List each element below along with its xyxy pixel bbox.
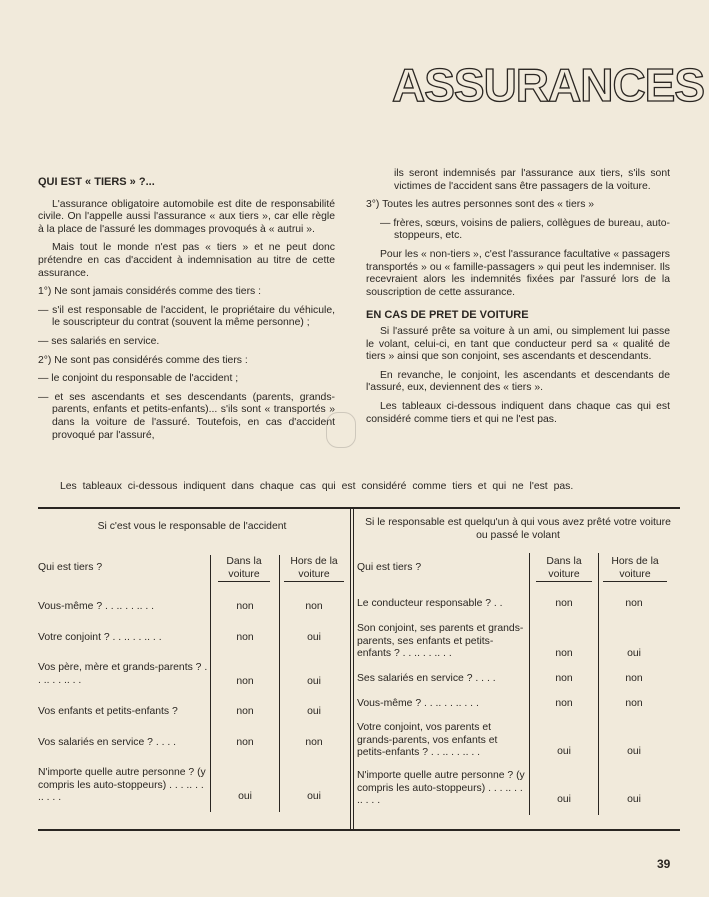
header-rule	[536, 581, 592, 582]
paragraph: L'assurance obligatoire automobile est dite de responsabilité civile. On l'appelle aussi l'assurance « aux tiers », car elle règle à la place de l'assuré les dommages provoqués à « autrui ».	[38, 198, 335, 235]
table-row-label: Vos salariés en service ? . . . .	[38, 737, 177, 748]
table-bottom-rule	[38, 829, 680, 831]
dash-item: — ses salariés en service.	[38, 335, 160, 347]
paragraph: Mais tout le monde n'est pas « tiers » et ne peut donc prétendre en cas d'accident à indemnisation au titre de cette assurance.	[38, 242, 335, 279]
numbered-item: 1°) Ne sont jamais considérés comme des tiers :	[38, 286, 262, 298]
table-row-label: Le conducteur responsable ? . .	[357, 598, 503, 609]
table-row-label: Vous-même ? . . .. . . .. . . .	[357, 698, 479, 709]
left-column	[38, 176, 335, 448]
column-header: Dans la voiture	[546, 556, 582, 580]
table-cell: oui	[307, 632, 321, 643]
section-heading-pret: EN CAS DE PRET DE VOITURE	[366, 309, 529, 322]
table-cell: oui	[307, 706, 321, 717]
dash-item: — le conjoint du responsable de l'accident ;	[38, 373, 239, 385]
table-row-label: N'importe quelle autre personne ? (y compris les auto-stoppeurs) . . . .. . . .. . . .	[38, 767, 206, 804]
table-caption: Si le responsable est quelqu'un à qui vous avez prêté votre voiture ou passé le volant	[365, 517, 671, 541]
table-cell: oui	[307, 791, 321, 802]
dash-item: — s'il est responsable de l'accident, le propriétaire du véhicule, le souscripteur du contrat (souvent la même personne) ;	[38, 304, 335, 329]
table-cell: non	[555, 698, 573, 709]
table-cell: non	[236, 706, 254, 717]
column-header: Hors de la voiture	[611, 556, 659, 580]
paragraph: Les tableaux ci-dessous indiquent dans chaque cas qui est considéré comme tiers et qui ne l'est pas.	[366, 400, 670, 425]
numbered-item: 2°) Ne sont pas considérés comme des tiers :	[38, 354, 248, 366]
table-cell: non	[236, 737, 254, 748]
table-cell: non	[555, 648, 573, 659]
table-cell: non	[236, 632, 254, 643]
column-header: Hors de la voiture	[290, 556, 338, 580]
table-top-rule	[38, 507, 680, 509]
table-cell: oui	[627, 648, 641, 659]
table-cell: non	[236, 676, 254, 687]
table-caption: Si c'est vous le responsable de l'accident	[97, 521, 287, 532]
table-cell: oui	[627, 746, 641, 757]
table-row-label: Vos enfants et petits-enfants ?	[38, 706, 178, 717]
intro-sentence: Les tableaux ci-dessous indiquent dans chaque cas qui est considéré comme tiers et qui ne l'est pas.	[60, 481, 574, 492]
table-divider	[350, 507, 351, 830]
table-cell: oui	[238, 791, 252, 802]
table-row-label: N'importe quelle autre personne ? (y compris les auto-stoppeurs) . . . .. . . .. . . .	[357, 770, 525, 807]
table-row-label: Vous-même ? . . .. . . .. . .	[38, 601, 155, 612]
column-rule	[598, 553, 599, 815]
column-header: Dans la voiture	[226, 556, 262, 580]
paragraph: Si l'assuré prête sa voiture à un ami, ou simplement lui passe le volant, celui-ci, en tant que conducteur perd sa « qualité de tiers » ainsi que son conjoint, ses ascendants et descendants.	[366, 325, 670, 363]
table-cell: non	[625, 598, 643, 609]
table-row-label: Son conjoint, ses parents et grands-parents, ses enfants et petits-enfants ? . . .. . . .. . .	[357, 623, 524, 660]
table-cell: oui	[627, 794, 641, 805]
table-cell: non	[625, 673, 643, 684]
numbered-item: 3°) Toutes les autres personnes sont des « tiers »	[366, 199, 595, 211]
table-row-label: Ses salariés en service ? . . . .	[357, 673, 496, 684]
table-cell: oui	[307, 676, 321, 687]
table-cell: non	[305, 601, 323, 612]
dash-item: — frères, sœurs, voisins de paliers, collègues de bureau, auto-stoppeurs, etc.	[380, 217, 670, 242]
table-row-label: Votre conjoint ? . . .. . . .. . .	[38, 632, 162, 643]
table-row-label: Vos père, mère et grands-parents ? . . .. . . .. . .	[38, 662, 208, 686]
paragraph: En revanche, le conjoint, les ascendants et descendants de l'assuré, eux, deviennent des « tiers ».	[366, 369, 670, 394]
page-number: 39	[657, 857, 671, 871]
column-rule	[279, 555, 280, 812]
table-cell: oui	[557, 746, 571, 757]
page-title: ASSURANCES	[392, 59, 705, 111]
header-rule	[603, 581, 667, 582]
table-cell: non	[555, 673, 573, 684]
section-heading-tiers: QUI EST « TIERS » ?...	[38, 176, 155, 188]
dash-item: — et ses ascendants et ses descendants (parents, grands-parents, enfants et petits-enfants)... s'ils sont « transportés » dans la voiture de l'assuré. Toutefois, en cas d'accident provoqué par l'assuré,	[38, 391, 335, 441]
table-cell: oui	[557, 794, 571, 805]
table-row-label: Votre conjoint, vos parents et grands-parents, vos enfants et petits-enfants ? . . .. . . .. . .	[357, 722, 498, 759]
paragraph: ils seront indemnisés par l'assurance aux tiers, s'ils sont victimes de l'accident sans être passagers de la voiture.	[394, 168, 670, 192]
column-header: Qui est tiers ?	[357, 562, 422, 573]
column-rule	[210, 555, 211, 812]
ink-stamp	[326, 412, 356, 448]
header-rule	[284, 581, 344, 582]
column-header: Qui est tiers ?	[38, 562, 103, 573]
paragraph: Pour les « non-tiers », c'est l'assurance facultative « passagers transportés » ou « famille-passagers » qui peut les indemniser. Ils recevraient alors les indemnités fixées par l'assuré lors de la souscription de cette assurance.	[366, 248, 670, 298]
table-cell: non	[236, 601, 254, 612]
table-cell: non	[625, 698, 643, 709]
column-rule	[529, 553, 530, 815]
right-column	[366, 168, 670, 432]
header-rule	[218, 581, 270, 582]
table-cell: non	[555, 598, 573, 609]
table-cell: non	[305, 737, 323, 748]
table-divider	[353, 507, 354, 830]
